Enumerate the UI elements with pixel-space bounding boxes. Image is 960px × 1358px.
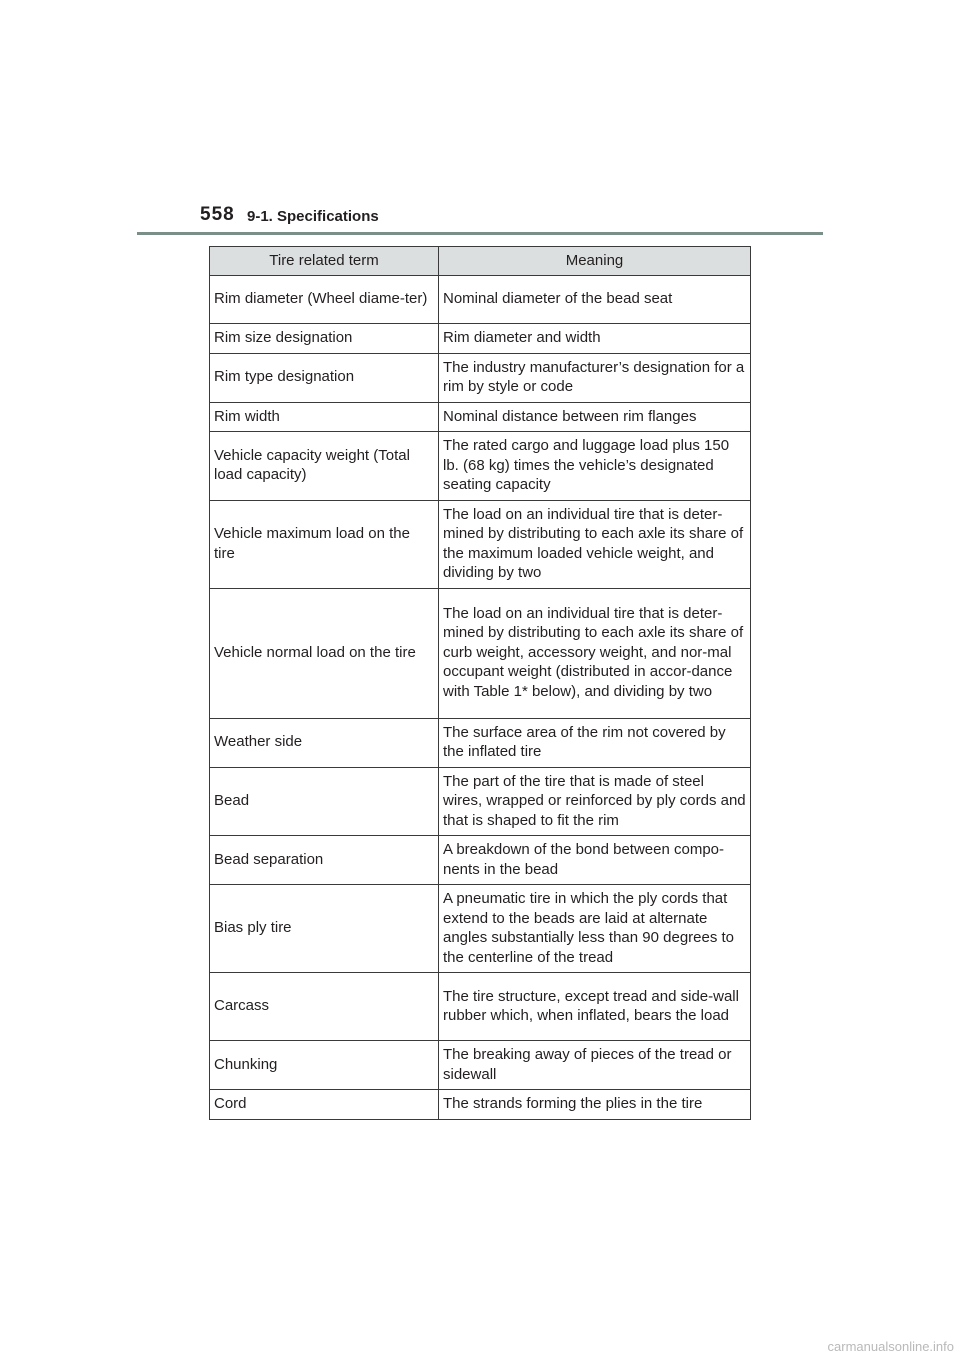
meaning-cell: A breakdown of the bond between compo-nents in the bead <box>439 836 751 885</box>
meaning-cell: The load on an individual tire that is deter-mined by distributing to each axle its share of the maximum loaded vehicle weight, and dividing by two <box>439 500 751 588</box>
table-row <box>210 402 751 432</box>
table-row <box>210 588 751 718</box>
table-row <box>210 432 751 501</box>
site-watermark: carmanualsonline.info <box>827 1339 954 1354</box>
term-cell: Weather side <box>210 718 439 767</box>
page-number: 558 <box>200 204 235 225</box>
table-row <box>210 836 751 885</box>
term-cell: Bead separation <box>210 836 439 885</box>
term-cell: Rim type designation <box>210 353 439 402</box>
table-row <box>210 1090 751 1120</box>
section-title: 9-1. Specifications <box>247 208 379 225</box>
meaning-cell: The rated cargo and luggage load plus 150 lb. (68 kg) times the vehicle’s designated seating capacity <box>439 432 751 501</box>
meaning-cell: Rim diameter and width <box>439 324 751 354</box>
term-cell: Vehicle capacity weight (Total load capacity) <box>210 432 439 501</box>
table-row <box>210 973 751 1041</box>
table-row <box>210 718 751 767</box>
table-row <box>210 353 751 402</box>
table-row <box>210 1041 751 1090</box>
table-row <box>210 767 751 836</box>
meaning-cell: Nominal diameter of the bead seat <box>439 276 751 324</box>
meaning-cell: The industry manufacturer’s designation for a rim by style or code <box>439 353 751 402</box>
term-cell: Rim size designation <box>210 324 439 354</box>
meaning-cell: The tire structure, except tread and side-wall rubber which, when inflated, bears the load <box>439 973 751 1041</box>
meaning-cell: The part of the tire that is made of steel wires, wrapped or reinforced by ply cords and that is shaped to fit the rim <box>439 767 751 836</box>
table-row <box>210 885 751 973</box>
meaning-cell: The load on an individual tire that is deter-mined by distributing to each axle its share of curb weight, accessory weight, and nor-mal occupant weight (distributed in accor-dance with Table 1* below), and dividing by two <box>439 588 751 718</box>
table-row <box>210 500 751 588</box>
meaning-cell: The surface area of the rim not covered by the inflated tire <box>439 718 751 767</box>
column-header-meaning: Meaning <box>439 247 751 276</box>
term-cell: Bias ply tire <box>210 885 439 973</box>
meaning-cell: The strands forming the plies in the tire <box>439 1090 751 1120</box>
term-cell: Carcass <box>210 973 439 1041</box>
table-header-row <box>210 247 751 276</box>
term-cell: Vehicle maximum load on the tire <box>210 500 439 588</box>
term-cell: Bead <box>210 767 439 836</box>
term-cell: Cord <box>210 1090 439 1120</box>
term-cell: Rim width <box>210 402 439 432</box>
table-row <box>210 324 751 354</box>
table-row <box>210 276 751 324</box>
meaning-cell: The breaking away of pieces of the tread or sidewall <box>439 1041 751 1090</box>
term-cell: Rim diameter (Wheel diame-ter) <box>210 276 439 324</box>
tire-terms-table <box>209 246 751 1120</box>
meaning-cell: A pneumatic tire in which the ply cords that extend to the beads are laid at alternate angles substantially less than 90 degrees to the centerline of the tread <box>439 885 751 973</box>
term-cell: Chunking <box>210 1041 439 1090</box>
term-cell: Vehicle normal load on the tire <box>210 588 439 718</box>
meaning-cell: Nominal distance between rim flanges <box>439 402 751 432</box>
column-header-term: Tire related term <box>210 247 439 276</box>
header-divider <box>137 232 823 235</box>
